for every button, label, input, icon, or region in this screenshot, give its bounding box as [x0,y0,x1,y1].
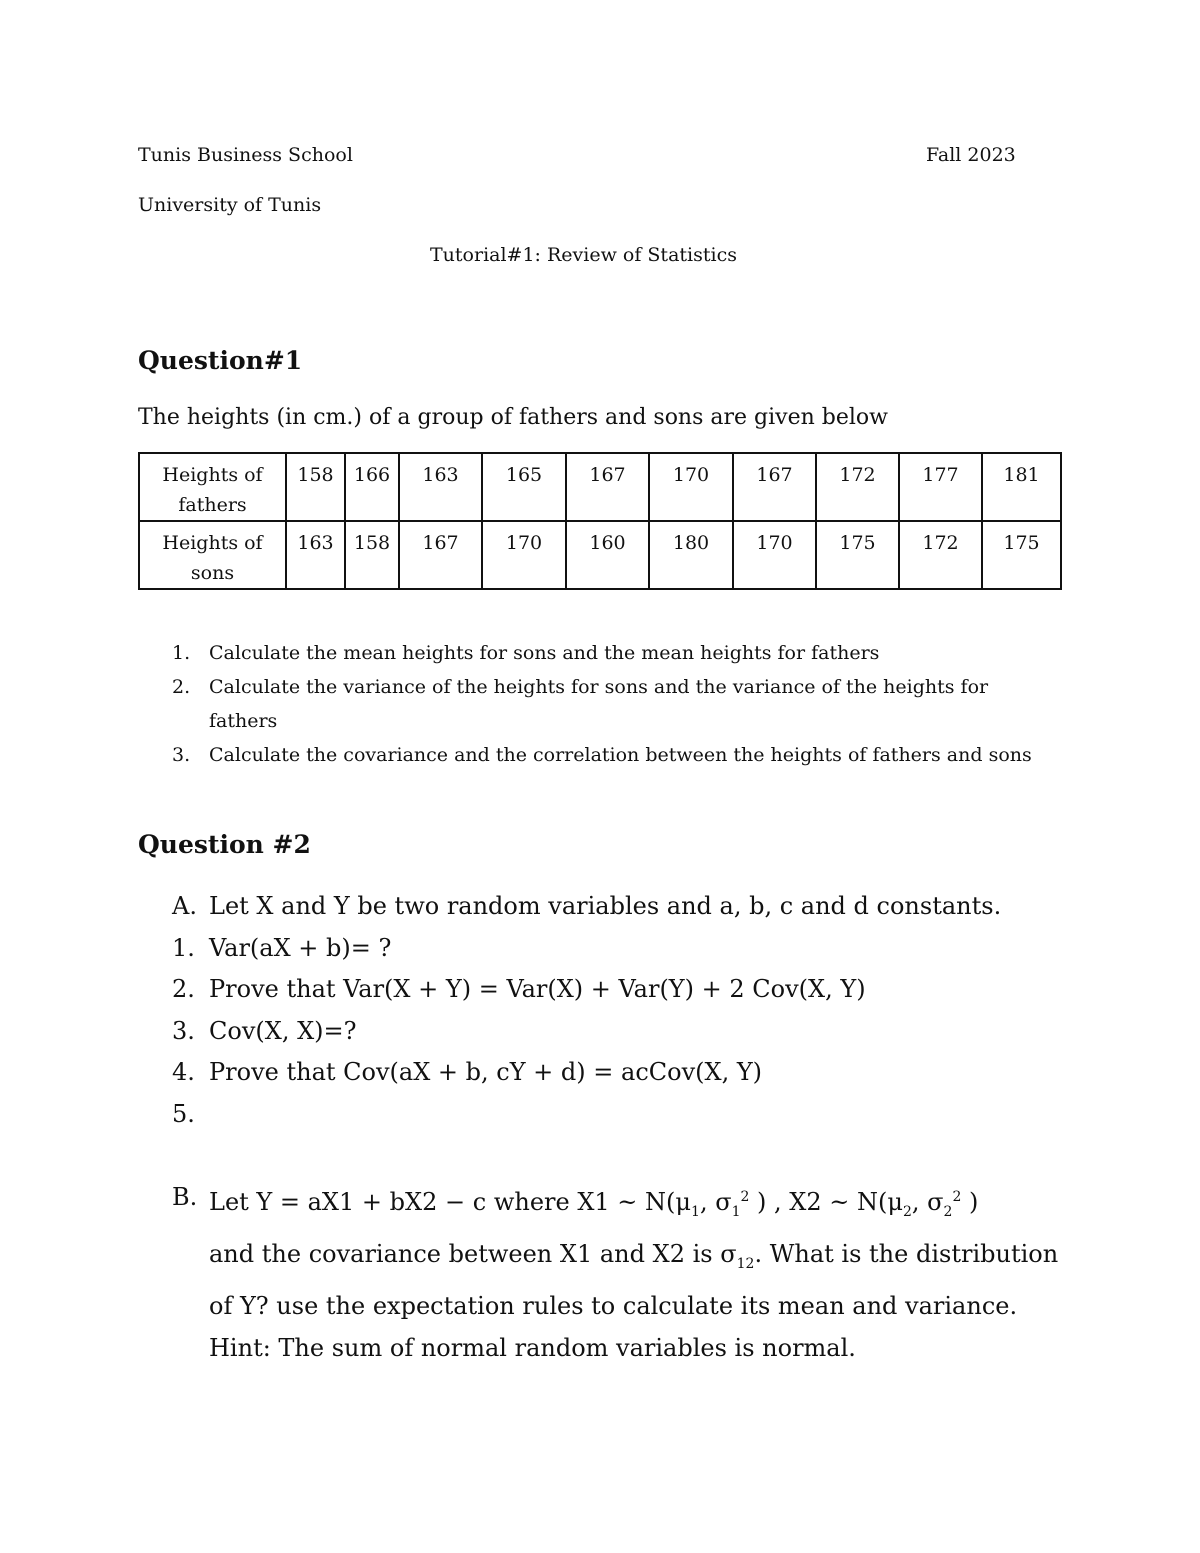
list-item: 2. Prove that Var(X + Y) = Var(X) + Var(Y) + 2 Cov(X, Y) [172,975,866,1003]
table-cell: 167 [566,453,649,521]
table-cell: 158 [286,453,345,521]
table-cell: 180 [649,521,733,589]
table-cell: 175 [816,521,899,589]
table-cell: 175 [982,521,1061,589]
table-cell: 166 [345,453,399,521]
question-1-heading: Question#1 [138,346,303,375]
list-item: 4. Prove that Cov(aX + b, cY + d) = acCov(X, Y) [172,1058,763,1086]
part-b-line-4: Hint: The sum of normal random variables is normal. [209,1333,856,1362]
table-cell: 181 [982,453,1061,521]
table-cell: 170 [649,453,733,521]
list-item: 3. Cov(X, X)=? [172,1016,357,1045]
list-item: A. Let X and Y be two random variables and a, b, c and d constants. [172,892,1002,920]
table-cell: 172 [816,453,899,521]
list-item: 5. [172,1099,195,1128]
university-name: University of Tunis [138,194,322,216]
heights-table [138,452,1062,590]
tutorial-title: Tutorial#1: Review of Statistics [430,244,737,266]
table-cell: 167 [399,521,482,589]
school-name: Tunis Business School [138,144,353,166]
question-2-heading: Question #2 [138,830,311,859]
question-2-list [172,886,1072,1135]
fathers-row-label: Heights of fathers [139,453,286,521]
question-2-part-b [172,1176,1062,1369]
list-item: 2. Calculate the variance of the heights for sons and the variance of the heights for fathers [172,676,989,732]
list-item: 3. Calculate the covariance and the correlation between the heights of fathers and sons [172,744,1032,766]
table-cell: 163 [286,521,345,589]
part-b-line-2: and the covariance between X1 and X2 is $\sigma_{12}$. What is the distribution [209,1239,1059,1272]
question-1-list [172,636,1032,772]
list-item: 1. Calculate the mean heights for sons and the mean heights for fathers [172,642,880,664]
list-item: 1. Var(aX + b)= ? [172,933,392,962]
table-cell: 167 [733,453,816,521]
question-1-intro: The heights (in cm.) of a group of fathers and sons are given below [138,405,888,430]
table-cell: 172 [899,521,982,589]
table-cell: 170 [733,521,816,589]
table-cell: 170 [482,521,566,589]
part-b-line-1: B. Let Y = aX1 + bX2 − c where X1 ~ $N(\mu_1$, $\sigma_1^2$ ) , X2 ~ $N(\mu_2$, $\sigma_2^2$ ) [172,1183,979,1220]
part-b-line-3: of Y? use the expectation rules to calculate its mean and variance. [209,1291,1018,1320]
table-cell: 165 [482,453,566,521]
table-cell: 163 [399,453,482,521]
table-cell: 158 [345,521,399,589]
sons-row-label: Heights of sons [139,521,286,589]
sons-row [139,521,1061,589]
term: Fall 2023 [926,144,1016,166]
table-cell: 160 [566,521,649,589]
table-cell: 177 [899,453,982,521]
fathers-row [139,453,1061,521]
